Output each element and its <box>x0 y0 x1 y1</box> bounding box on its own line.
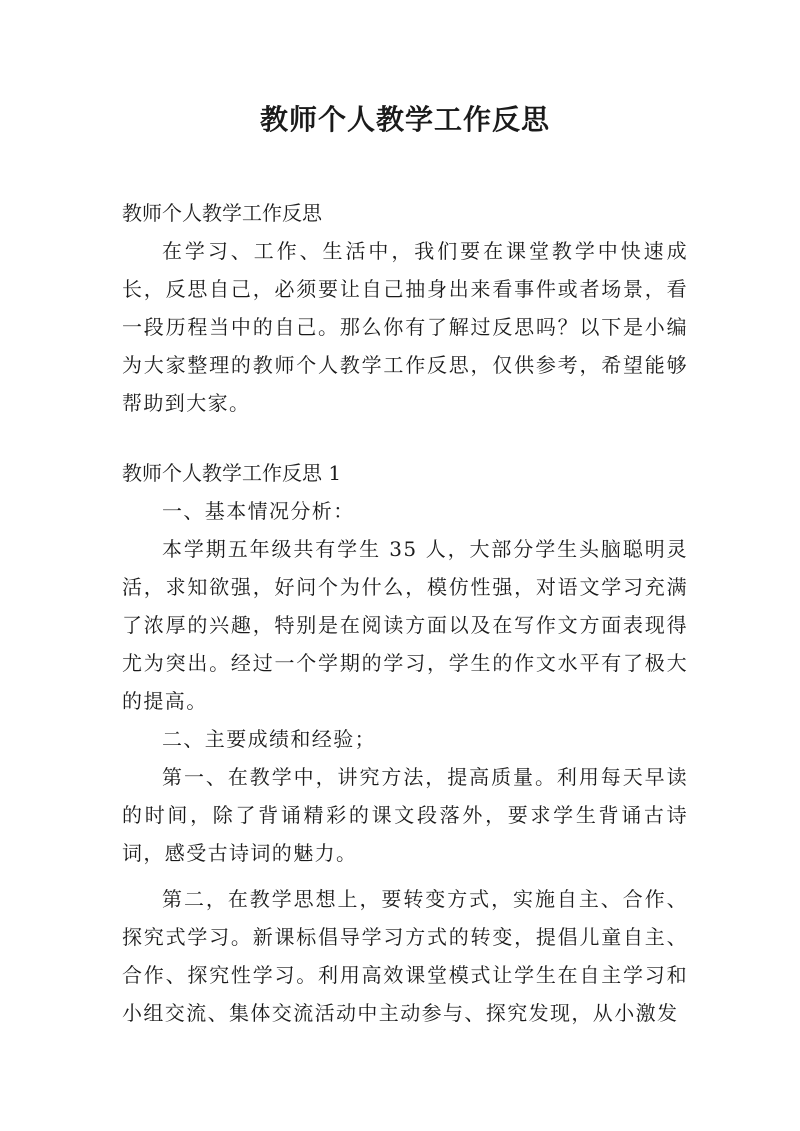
intro-paragraph: 在学习、工作、生活中，我们要在课堂教学中快速成长，反思自己，必须要让自己抽身出来看事件或者场景，看一段历程当中的自己。那么你有了解过反思吗？以下是小编为大家整理的教师个人教学工作反思，仅供参考，希望能够帮助到大家。 <box>122 239 688 415</box>
part2-heading: 二、主要成绩和经验； <box>162 727 376 751</box>
section-heading-1: 教师个人教学工作反思 1 <box>122 461 342 485</box>
point2-paragraph: 第二，在教学思想上，要转变方式，实施自主、合作、探究式学习。新课标倡导学习方式的转变，提倡儿童自主、合作、探究性学习。利用高效课堂模式让学生在自主学习和小组交流、集体交流活动中主动参与、探究发现，从小激发 <box>122 887 688 1025</box>
intro-heading: 教师个人教学工作反思 <box>122 201 322 225</box>
document-title: 教师个人教学工作反思 <box>259 103 550 136</box>
part1-heading: 一、基本情况分析： <box>162 499 355 523</box>
point1-paragraph: 第一、在教学中，讲究方法，提高质量。利用每天早读的时间，除了背诵精彩的课文段落外，要求学生背诵古诗词，感受古诗词的魅力。 <box>122 765 688 865</box>
part1-paragraph: 本学期五年级共有学生 35 人，大部分学生头脑聪明灵活，求知欲强，好问个为什么，模仿性强，对语文学习充满了浓厚的兴趣，特别是在阅读方面以及在写作文方面表现得尤为突出。经过一个学期的学习，学生的作文水平有了极大的提高。 <box>122 537 688 713</box>
